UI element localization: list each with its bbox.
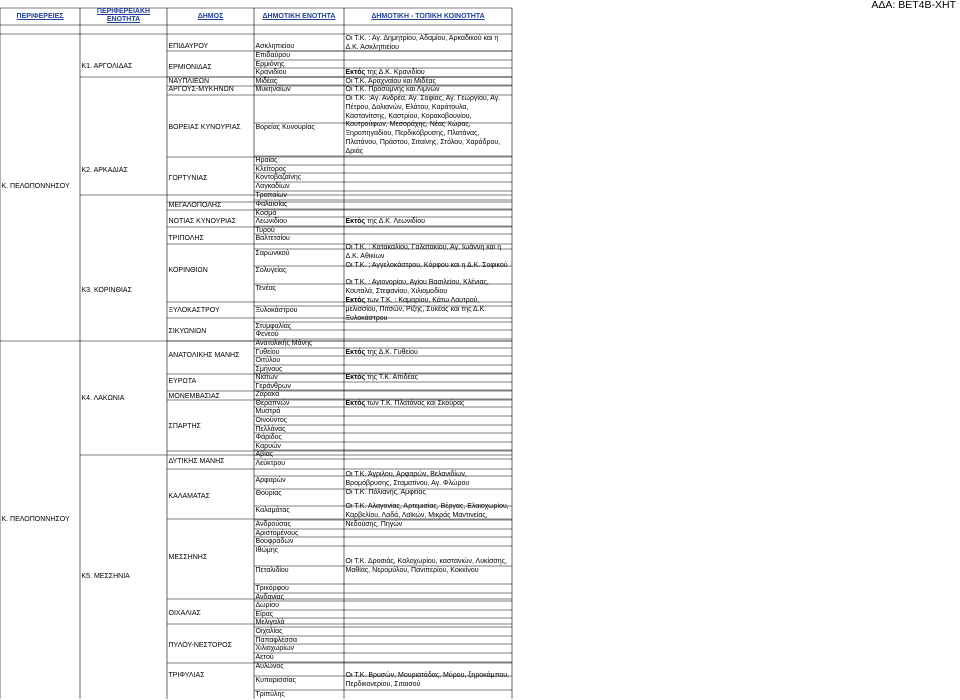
municipal-unit-cell: Δωρίου	[255, 602, 279, 609]
ada-code: ΑΔΑ: ΒΕΤ4Β-ΧΗΤ	[871, 0, 956, 11]
except-text: της Δ.Κ. Γυθείου	[365, 349, 418, 356]
region-cell: Κ. ΠΕΛΟΠΟΝΝΗΣΟΥ	[1, 516, 70, 523]
municipal-unit-cell: Σαρωνικού	[255, 250, 290, 257]
municipal-unit-cell: Πεταλιδίου	[255, 567, 289, 574]
municipality-cell: ΟΙΧΑΛΙΑΣ	[168, 610, 201, 617]
community-note: Οι Τ.Κ. Προσύμνης και Λιμνών	[345, 86, 440, 93]
municipal-unit-cell: Θουρίας	[255, 490, 282, 497]
municipal-unit-cell: Ζάρακα	[255, 391, 280, 398]
community-note: Οι Τ.Κ. Πόλιανης, Αμφείας	[345, 489, 426, 496]
municipality-cell: ΣΙΚΥΩΝΙΩΝ	[168, 328, 207, 335]
regional-unit-cell: Κ4. ΛΑΚΩΝΙΑ	[81, 395, 125, 402]
municipality-cell: ΜΟΝΕΜΒΑΣΙΑΣ	[168, 393, 220, 400]
municipal-unit-cell: Πελλάνας	[255, 426, 286, 433]
municipal-unit-cell: Κλείτορος	[255, 166, 287, 173]
except-text: των Τ.Κ. Πλατάνας και Σκούρας	[365, 400, 465, 407]
municipal-unit-cell: Φαλαισίας	[255, 201, 288, 208]
except-text: της Δ.Κ. Κρανιδίου	[365, 69, 425, 76]
municipal-unit-cell: Οινούντος	[255, 417, 288, 424]
municipal-unit-cell: Στυμφαλίας	[255, 323, 292, 330]
municipality-cell: ΜΕΓΑΛΟΠΟΛΗΣ	[168, 202, 222, 209]
municipal-unit-cell: Αυλώνος	[255, 663, 284, 670]
municipal-unit-cell: Είρας	[255, 611, 274, 618]
region-cell: Κ. ΠΕΛΟΠΟΝΝΗΣΟΥ	[1, 183, 70, 190]
municipality-cell: ΠΥΛΟΥ-ΝΕΣΤΟΡΟΣ	[168, 642, 232, 649]
except-label: Εκτός	[345, 400, 366, 407]
municipal-unit-cell: Τενέας	[255, 285, 277, 292]
community-note: Οι Τ.Κ. Αραχναίου και Μιδέας	[345, 78, 436, 85]
community-note: Οι Τ.Κ. Άγριλου, Αρφαρών, Βελανιδίων, Βρομόβρυσης, Σταματίνου, Αγ. Φλώρου	[345, 471, 470, 487]
municipal-unit-cell: Καλαμάτας	[255, 507, 290, 514]
municipal-unit-cell: Σμήνους	[255, 366, 283, 373]
municipal-unit-cell: Λεύκτρου	[255, 460, 286, 467]
header-regional-unit: ΠΕΡΙΦΕΡΕΙΑΚΗ ΕΝΟΤΗΤΑ	[96, 8, 151, 23]
municipal-unit-cell: Ανατολικής Μάνης	[255, 340, 313, 347]
except-label: Εκτός	[345, 374, 366, 381]
community-note: Οι Τ.Κ. Βρυσών, Μουριατάδας, Μύρου, ξηροκάμπου, Περδικονερίου, Σιταισού	[345, 672, 510, 688]
community-note: Οι Τ.Κ. : Αγιονορίου, Αγίου Βασιλείου, Κλένιας, Κουταλά, Στεφανίου, Χιλιομοδίου	[345, 279, 489, 295]
municipal-unit-cell: Τυρού	[255, 227, 275, 234]
municipal-unit-cell: Λεωνιδίου	[255, 218, 287, 225]
municipal-unit-cell: Βορείας Κυνουρίας	[255, 124, 315, 131]
municipal-unit-cell: Οιτύλου	[255, 357, 281, 364]
municipality-cell: ΔΥΤΙΚΗΣ ΜΑΝΗΣ	[168, 458, 225, 465]
municipality-cell: ΕΠΙΔΑΥΡΟΥ	[168, 43, 209, 50]
municipal-unit-cell: Φενεού	[255, 331, 279, 338]
regional-unit-cell: Κ2. ΑΡΚΑΔΙΑΣ	[81, 167, 128, 174]
municipal-unit-cell: Ερμιόνης	[255, 61, 285, 68]
municipality-cell: ΝΟΤΙΑΣ ΚΥΝΟΥΡΙΑΣ	[168, 218, 237, 225]
municipal-unit-cell: Αετού	[255, 654, 274, 661]
community-note: Οι Τ.Κ. Αλαγονίας, Αρτεμισίας, Βέργας, Ελαιοχωρίου, Καρβελίου, Λαδά, Λαϊκών, Μικράς Μαντινείας, Νεδούσης, Πηγών	[345, 503, 509, 528]
community-note: Οι Τ.Κ. ; Αγγελοκάστρου, Κόρφου και η Δ.Κ. Σοφικού	[345, 262, 508, 269]
except-label: Εκτός	[345, 69, 366, 76]
header-community: ΔΗΜΟΤΙΚΗ - ΤΟΠΙΚΗ ΚΟΙΝΟΤΗΤΑ	[371, 13, 485, 20]
municipal-unit-cell: Αβίας	[255, 451, 274, 458]
community-note	[346, 400, 510, 409]
municipal-unit-cell: Κρανιδίου	[255, 69, 287, 76]
regional-unit-cell: Κ3. ΚΟΡΙΝΘΙΑΣ	[81, 287, 132, 294]
municipal-unit-cell: Ασκληπιείου	[255, 43, 295, 50]
municipality-cell: ΜΕΣΣΗΝΗΣ	[168, 554, 208, 561]
municipal-unit-cell: Μελιγαλά	[255, 619, 285, 626]
municipal-unit-cell: Βαλτετσίου	[255, 235, 290, 242]
municipal-unit-cell: Κυπαρισσίας	[255, 677, 296, 684]
regional-unit-cell: Κ5. ΜΕΣΣΗΝΙΑ	[81, 573, 130, 580]
municipality-cell: ΑΝΑΤΟΛΙΚΗΣ ΜΑΝΗΣ	[168, 352, 240, 359]
municipal-unit-cell: Γυθείου	[255, 349, 280, 356]
municipal-unit-cell: Μιδέας	[255, 78, 278, 85]
municipal-unit-cell: Επιδαύρου	[255, 52, 291, 59]
community-note	[346, 218, 510, 227]
municipal-unit-cell: Οιχαλίας	[255, 628, 283, 635]
municipal-unit-cell: Γεράνθρων	[255, 383, 291, 390]
municipal-unit-cell: Βουφράδων	[255, 538, 294, 545]
municipality-cell: ΓΟΡΤΥΝΙΑΣ	[168, 175, 208, 182]
municipal-unit-cell: Σολυγείας	[255, 267, 287, 274]
municipal-unit-cell: Φάριδος	[255, 434, 282, 441]
community-note	[346, 297, 510, 323]
municipal-unit-cell: Θεραπνών	[255, 400, 290, 407]
municipality-cell: ΕΥΡΩΤΑ	[168, 378, 197, 385]
municipality-cell: ΑΡΓΟΥΣ-ΜΥΚΗΝΩΝ	[168, 86, 234, 93]
municipal-unit-cell: Καρυών	[255, 443, 281, 450]
community-note: Οι Τ.Κ. :Αγ. Ανδρέα, Αγ. Σοφίας, Αγ. Γεωργίου, Αγ. Πέτρου, Δολιανών, Ελάτου, Καράτουλα, Καστανίτσης, Καστρίου, Κορακοβουνίου, Κουτρούφων, Μεσοράχης, Νέας Χώρας, Ξηροπηγαδίου, Περδικόβρυσης, Πλατάνας, Πλατάνου, Πράστου, Σιταίνης, Στόλου, Χαράδρου, Δριάς	[345, 95, 501, 155]
municipality-cell: ΣΠΑΡΤΗΣ	[168, 423, 201, 430]
municipal-unit-cell: Νιάτων	[255, 374, 278, 381]
municipal-unit-cell: Κοσμά	[255, 210, 277, 217]
municipal-unit-cell: Ξυλοκάστρου	[255, 307, 298, 314]
community-note	[346, 374, 510, 383]
municipal-unit-cell: Τριπύλης	[255, 691, 285, 698]
municipal-unit-cell: Κοντοβαζαίνης	[255, 174, 302, 181]
table-header	[0, 0, 512, 25]
municipal-unit-cell: Μυστρά	[255, 408, 281, 415]
except-text: της Τ.Κ. Απιδέας	[365, 374, 419, 381]
municipal-unit-cell: Ανδανίας	[255, 594, 284, 601]
except-label: Εκτός	[345, 218, 366, 225]
municipality-cell: ΒΟΡΕΙΑΣ ΚΥΝΟΥΡΙΑΣ	[168, 124, 241, 131]
header-municipal-unit: ΔΗΜΟΤΙΚΗ ΕΝΟΤΗΤΑ	[262, 13, 336, 20]
regional-unit-cell: Κ1. ΑΡΓΟΛΙΔΑΣ	[81, 63, 133, 70]
municipal-unit-cell: Τροπαίων	[255, 192, 287, 199]
except-label: Εκτός	[345, 349, 366, 356]
community-note: Οι Τ.Κ. : Αγ. Δημητρίου, Αδαμίου, Αρκαδικού και η Δ.Κ. Ασκληπιείου	[345, 35, 499, 51]
municipal-unit-cell: Ηραίας	[255, 157, 278, 164]
header-municipality: ΔΗΜΟΣ	[197, 13, 224, 20]
municipal-unit-cell: Χιλιοχωρίων	[255, 645, 294, 652]
municipality-cell: ΕΡΜΙΟΝΙΔΑΣ	[168, 64, 212, 71]
municipal-unit-cell: Αριστομένους	[255, 530, 299, 537]
except-text: των Τ.Κ. : Καμαρίου, Κάτω Λουτρού, μελισσίου, Πιτσών, Ρίζης, Συκέας και της Δ.Κ. Ξυλοκάστρου	[345, 297, 487, 322]
municipality-cell: ΞΥΛΟΚΑΣΤΡΟΥ	[168, 307, 220, 314]
municipality-cell: ΚΑΛΑΜΑΤΑΣ	[168, 493, 210, 500]
municipal-unit-cell: Ιθώμης	[255, 547, 279, 554]
municipal-unit-cell: Ανδρούσας	[255, 521, 291, 528]
municipality-cell: ΝΑΥΠΛΙΕΩΝ	[168, 78, 210, 85]
municipality-cell: ΤΡΙΠΟΛΗΣ	[168, 235, 204, 242]
except-text: της Δ.Κ. Λεωνιδίου	[365, 218, 425, 225]
community-note: Οι Τ.Κ. Δροσιάς, Καλοχωρίου, καστανιών, Λυκίσσης, Μαθίας, Νερομύλου, Πανιπερίου, Κοκκίνου	[345, 558, 507, 574]
community-note: Οι Τ.Κ. : Κατακαλίου, Γαλατακίου, Αγ. Ιωάννη και η Δ.Κ. Αθικίων	[345, 244, 502, 260]
municipality-cell: ΚΟΡΙΝΘΙΩΝ	[168, 267, 208, 274]
community-note	[346, 69, 510, 78]
header-regions: ΠΕΡΙΦΕΡΕΙΕΣ	[16, 13, 64, 20]
municipal-unit-cell: Αρφαρών	[255, 477, 286, 484]
except-label: Εκτός	[345, 297, 366, 304]
municipal-unit-cell: Τρικόρφου	[255, 585, 289, 592]
municipal-unit-cell: Μυκηναίων	[255, 86, 291, 93]
municipal-unit-cell: Λαγκαδίων	[255, 183, 290, 190]
community-note	[346, 349, 510, 358]
municipal-unit-cell: Παπαφλέσσα	[255, 637, 298, 644]
municipality-cell: ΤΡΙΦΥΛΙΑΣ	[168, 672, 205, 679]
